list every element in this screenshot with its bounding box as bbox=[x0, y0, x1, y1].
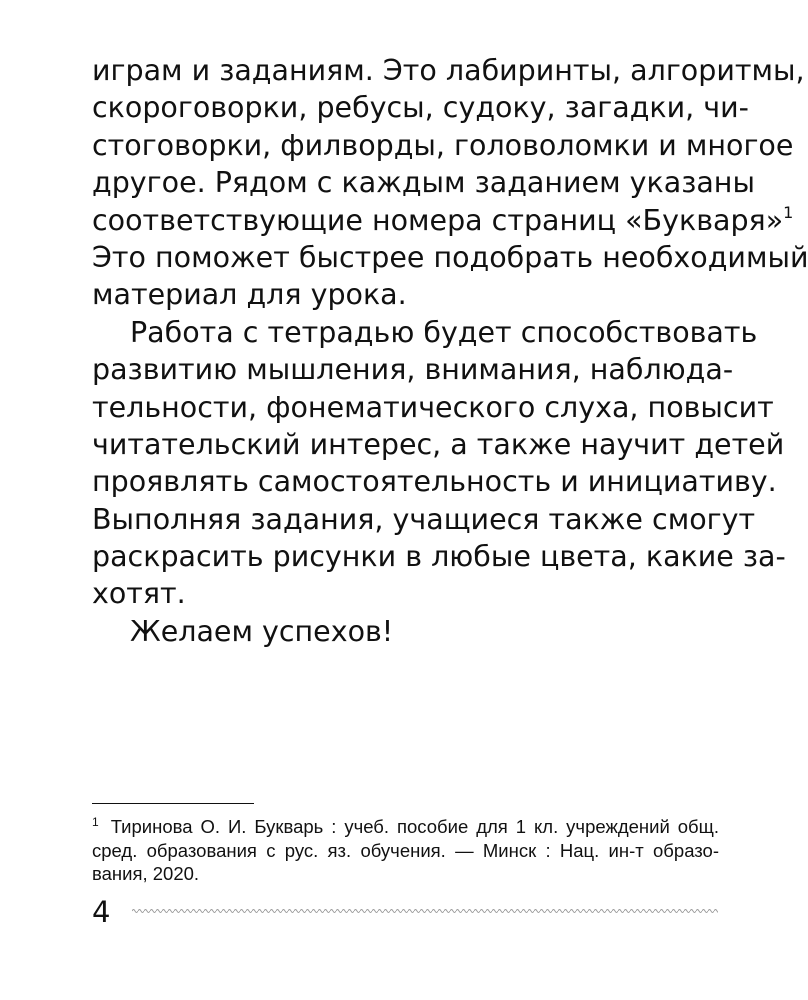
body-text bbox=[92, 52, 808, 650]
text-line-with-footnote-ref bbox=[92, 202, 794, 239]
text-line-segment: соответствующие номера страниц «Букваря» bbox=[92, 203, 784, 237]
text-line: Выполняя задания, учащиеся также смогут bbox=[92, 502, 756, 536]
closing-line: Желаем успехов! bbox=[130, 614, 394, 648]
footnote-marker: 1 bbox=[92, 815, 99, 829]
footnote-text: Тиринова О. И. Букварь : учеб. пособие для 1 кл. учреждений общ. bbox=[110, 816, 719, 837]
decorative-wave-rule bbox=[132, 906, 718, 916]
text-line: Это поможет быстрее подобрать необходимый bbox=[92, 240, 808, 274]
footnote-line: сред. образования с рус. яз. обучения. — Минск : Нац. ин-т образо- bbox=[92, 839, 719, 861]
text-line: играм и заданиям. Это лабиринты, алгоритмы, bbox=[92, 54, 805, 87]
text-line: хотят. bbox=[92, 577, 186, 611]
page-number: 4 bbox=[92, 895, 111, 929]
closing-paragraph bbox=[92, 613, 719, 650]
paragraph-2 bbox=[92, 314, 786, 613]
text-line: тельности, фонематического слуха, повысит bbox=[92, 390, 774, 424]
text-line: проявлять самостоятельность и инициативу. bbox=[92, 465, 777, 499]
text-line: стоговорки, филворды, головоломки и многое bbox=[92, 128, 794, 162]
page-footer bbox=[92, 894, 719, 930]
paragraph-1 bbox=[92, 52, 808, 314]
footnote-reference[interactable]: 1 bbox=[783, 202, 794, 222]
footnote-line: вания, 2020. bbox=[92, 863, 200, 884]
text-line: развитию мышления, внимания, наблюда- bbox=[92, 353, 734, 387]
footnote-divider bbox=[92, 803, 254, 804]
text-line: другое. Рядом с каждым заданием указаны bbox=[92, 166, 755, 200]
text-line: материал для урока. bbox=[92, 278, 407, 312]
footnote-line bbox=[92, 815, 719, 839]
text-line: Работа с тетрадью будет способствовать bbox=[130, 315, 758, 349]
text-line: читательский интерес, а также научит детей bbox=[92, 427, 785, 461]
text-line: раскрасить рисунки в любые цвета, какие за- bbox=[92, 540, 786, 574]
text-line: скороговорки, ребусы, судоку, загадки, чи- bbox=[92, 91, 749, 125]
footnote bbox=[92, 815, 719, 886]
